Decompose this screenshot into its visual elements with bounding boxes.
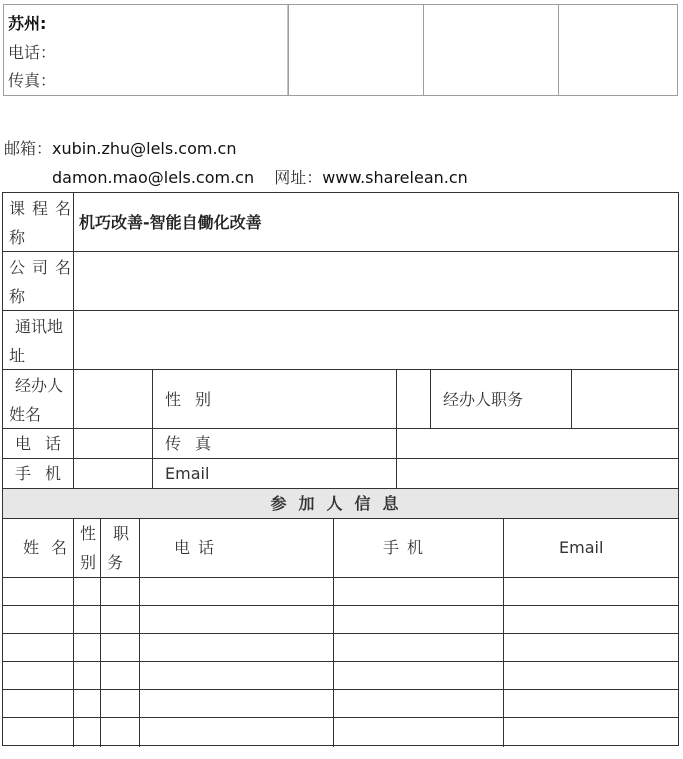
handler-gender-field[interactable]	[398, 370, 429, 427]
phone-label: 电话：	[8, 43, 57, 62]
registration-form	[2, 192, 679, 746]
participant-row[interactable]	[3, 718, 678, 745]
fax-field[interactable]	[398, 429, 678, 457]
phone-label: 电话	[15, 434, 76, 453]
handler-name-label-cont: 姓名	[9, 405, 42, 424]
address-label: 通讯地	[15, 317, 64, 336]
contact-table-top	[3, 4, 678, 96]
mobile-label: 手机	[15, 464, 76, 483]
empty-cell	[423, 5, 559, 95]
course-name-label-cont: 称	[9, 228, 26, 247]
email-label: Email	[165, 464, 210, 483]
fax-label: 传真：	[8, 71, 57, 90]
handler-name-field[interactable]	[75, 370, 151, 427]
course-name-label: 课程名	[9, 199, 79, 218]
city-label: 苏州:	[8, 14, 47, 33]
company-name-label: 公司名	[9, 258, 79, 277]
participants-header: 参加人信息	[270, 494, 411, 513]
empty-cell	[558, 5, 678, 95]
email-line-2	[52, 163, 468, 192]
participant-row[interactable]	[3, 578, 678, 605]
website-link[interactable]: www.sharelean.cn	[322, 168, 468, 187]
email-address-1[interactable]: xubin.zhu@lels.com.cn	[52, 139, 237, 158]
empty-cell	[288, 5, 424, 95]
participant-row[interactable]	[3, 662, 678, 689]
company-name-label-cont: 称	[9, 287, 26, 306]
gender-label: 性别	[165, 390, 226, 409]
participant-row[interactable]	[3, 634, 678, 661]
course-name-value: 机巧改善-智能自働化改善	[79, 213, 262, 232]
fax-label: 传真	[165, 434, 226, 453]
email-line	[4, 134, 236, 163]
website-label: 网址：	[274, 168, 323, 187]
participant-row[interactable]	[3, 606, 678, 633]
address-field[interactable]	[75, 311, 678, 368]
phone-field[interactable]	[75, 429, 151, 457]
col-title-header: 职	[113, 524, 130, 543]
address-label-cont: 址	[9, 346, 26, 365]
suzhou-cell	[4, 5, 288, 95]
handler-title-field[interactable]	[573, 370, 678, 427]
col-title-header-cont: 务	[107, 553, 124, 572]
handler-name-label: 经办人	[15, 376, 64, 395]
company-name-field[interactable]	[75, 252, 678, 309]
handler-title-label: 经办人职务	[443, 390, 524, 409]
email-label: 邮箱：	[4, 139, 53, 158]
col-gender-header: 性	[80, 524, 97, 543]
email-field[interactable]	[398, 459, 678, 487]
col-name-header: 姓名	[23, 538, 80, 557]
col-email-header: Email	[559, 538, 604, 557]
participant-row[interactable]	[3, 690, 678, 717]
col-phone-header: 电话	[174, 538, 223, 557]
col-gender-header-cont: 别	[80, 553, 97, 572]
email-address-2[interactable]: damon.mao@lels.com.cn	[52, 168, 255, 187]
mobile-field[interactable]	[75, 459, 151, 487]
col-mobile-header: 手机	[383, 538, 432, 557]
